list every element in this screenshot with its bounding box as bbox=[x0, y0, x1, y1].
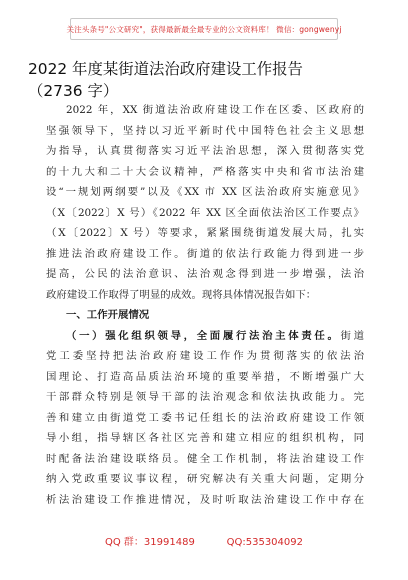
header-banner bbox=[66, 18, 342, 40]
document-title bbox=[28, 58, 380, 102]
paragraph-line: 提高，公民的法治意识、法治观念得到进一步增强，法治 bbox=[46, 268, 364, 280]
subsection-heading: （一）强化组织领导，全面履行法治主体责任。 bbox=[66, 329, 341, 342]
paragraph-line: 推进法治政府建设工作。街道的依法行政能力得到进一步 bbox=[46, 247, 364, 260]
paragraph-line: （X〔2022〕X 号）《2022 年 XX 区全面依法治区工作要点》 bbox=[46, 206, 364, 219]
paragraph-line: 政府建设工作取得了明显的成效。现将具体情况报告如下： bbox=[46, 288, 317, 301]
paragraph-line: 的十九大和二十大会议精神，严格落实中央和省市法治建 bbox=[46, 165, 364, 178]
paragraph-line: 2022 年，XX 街道法治政府建设工作在区委、区政府的 bbox=[66, 104, 364, 116]
paragraph-line bbox=[46, 326, 364, 347]
document-body bbox=[46, 100, 364, 510]
paragraph-line: 坚强领导下，坚持以习近平新时代中国特色社会主义思想 bbox=[46, 124, 364, 137]
paragraph-line: 纳入党政重要议事议程，研究解决有关重大问题，定期分 bbox=[46, 473, 364, 485]
paragraph-line: 导小组，指导辖区各社区完善和建立相应的组织机构，同 bbox=[46, 432, 364, 444]
footer-contact bbox=[0, 533, 408, 548]
paragraph-line: 设“一规划两纲要”以及《XX 市 XX 区法治政府实施意见》 bbox=[46, 186, 364, 198]
header-banner-text: 关注头条号"公文研究"，获得最新最全最专业的公文资料库！ 微信：gongwenyj bbox=[66, 24, 342, 34]
paragraph-line: （X〔2022〕X 号）等要求，紧紧围绕街道发展大局，扎实 bbox=[46, 227, 364, 239]
paragraph-line: 为指导，认真贯彻落实习近平法治思想，深入贯彻落实党 bbox=[46, 145, 364, 157]
title-line-1: 2022 年度某街道法治政府建设工作报告 bbox=[28, 60, 303, 78]
paragraph-text: 街道 bbox=[340, 329, 364, 342]
paragraph-line: 善和建立由街道党工委书记任组长的法治政府建设工作领 bbox=[46, 411, 364, 424]
section-heading: 一、工作开展情况 bbox=[66, 309, 150, 321]
footer-qq: QQ:535304092 bbox=[226, 537, 303, 548]
paragraph-line: 析法治建设工作推进情况，及时听取法治建设工作中存在 bbox=[46, 493, 364, 506]
paragraph-line: 干部群众特别是领导干部的法治观念和依法执政能力。完 bbox=[46, 391, 364, 403]
paragraph-line: 党工委坚持把法治政府建设工作作为贯彻落实的依法治 bbox=[46, 350, 364, 362]
footer-qq-group: QQ 群：31991489 bbox=[105, 537, 195, 548]
paragraph-line: 国理论、打造高品质法治环境的重要举措，不断增强广大 bbox=[46, 370, 364, 383]
title-line-2: （2736 字） bbox=[28, 82, 119, 100]
paragraph-line: 时配备法治建设联络员。健全工作机制，将法治建设工作 bbox=[46, 452, 364, 465]
